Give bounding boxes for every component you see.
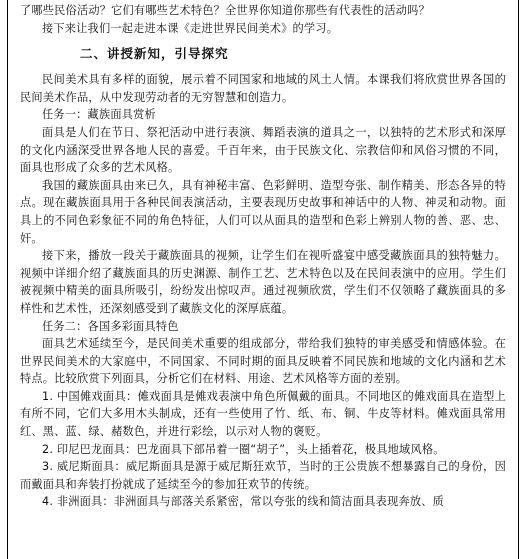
list-item-african-mask: 4. 非洲面具：非洲面具与部落关系紧密，常以夸张的线和简洁面具表现奔放、质	[42, 495, 445, 509]
intro-line-2: 接下来让我们一起走进本课《走进世界民间美术》的学习。	[42, 21, 339, 35]
paragraph-overview: 民间美术具有多样的面貌，展示着不同国家和地域的风土人情。本课我们将欣赏世界各国的民间美术作品，从中发现劳动者的无穷智慧和创造力。	[20, 73, 506, 104]
paragraph-video: 接下来，播放一段关于藏族面具的视频，让学生们在视听盛宴中感受藏族面具的独特魅力。视频中详细介绍了藏族面具的历史渊源、制作工艺、艺术特色以及在民间表演中的应用。学生们被视频中精美的面具所吸引，纷纷发出惊叹声。通过视频欣赏，学生们不仅领略了藏族面具的多样性和艺术性，还深刻感受到了藏族文化的深厚底蕴。	[20, 249, 506, 315]
document-body	[20, 2, 506, 511]
list-item-barong-mask: 2. 印尼巴龙面具：巴龙面具下部吊着一圈“胡子”，头上插着花，极具地域风格。	[42, 442, 445, 456]
document-page	[7, 0, 519, 559]
paragraph-tibetan-mask: 我国的藏族面具由来已久，具有神秘丰富、色彩鲜明、造型夸张、制作精美、形态各异的特点。现在藏族面具用于各种民间表演活动，主要表现历史故事和神话中的人物、神灵和动物。面具上的不同色彩象征不同的角色特征，人们可以从面具的造型和色彩上辨别人物的善、恶、忠、奸。	[20, 178, 506, 245]
paragraph-mask-origin: 面具是人们在节日、祭祀活动中进行表演、舞蹈表演的道具之一，以独特的艺术形式和深厚的文化内涵深受世界各地人民的喜爱。千百年来，由于民族文化、宗教信仰和风俗习惯的不同，面具也形成了众多的艺术风格。	[20, 125, 506, 175]
task-one-label: 任务一：藏族面具赏析	[42, 108, 156, 122]
intro-line-1: 了哪些民俗活动？它们有哪些艺术特色？全世界你知道你那些有代表性的活动吗？	[20, 4, 430, 17]
paragraph-mask-art: 面具艺术延续至今，是民间美术重要的组成部分，带给我们独特的审美感受和情感体验。在世界民间美术的大家庭中，不同国家、不同时期的面具反映着不同民族和地域的文化内涵和艺术特点。比较欣赏下列面具，分析它们在材料、用途、艺术风格等方面的差别。	[20, 337, 506, 386]
section-two-title: 二、讲授新知，引导探究	[80, 46, 229, 62]
list-item-nuo-mask: 1. 中国傩戏面具：傩戏面具是傩戏表演中角色所佩戴的面具。不同地区的傩戏面具在造型上有所不同，它们大多用木头制成，还有一些使用了竹、纸、布、铜、牛皮等材料。傩戏面具常用红、黑、蓝、绿、赭数色，并进行彩绘，以示对人物的褒贬。	[20, 389, 506, 439]
task-two-label: 任务二：各国多彩面具特色	[42, 319, 179, 333]
list-item-venice-mask: 3. 威尼斯面具：威尼斯面具是源于威尼斯狂欢节，当时的王公贵族不想暴露自己的身份，因而戴面具和奔装打扮就成了延续至今的参加狂欢节的传统。	[20, 460, 506, 491]
